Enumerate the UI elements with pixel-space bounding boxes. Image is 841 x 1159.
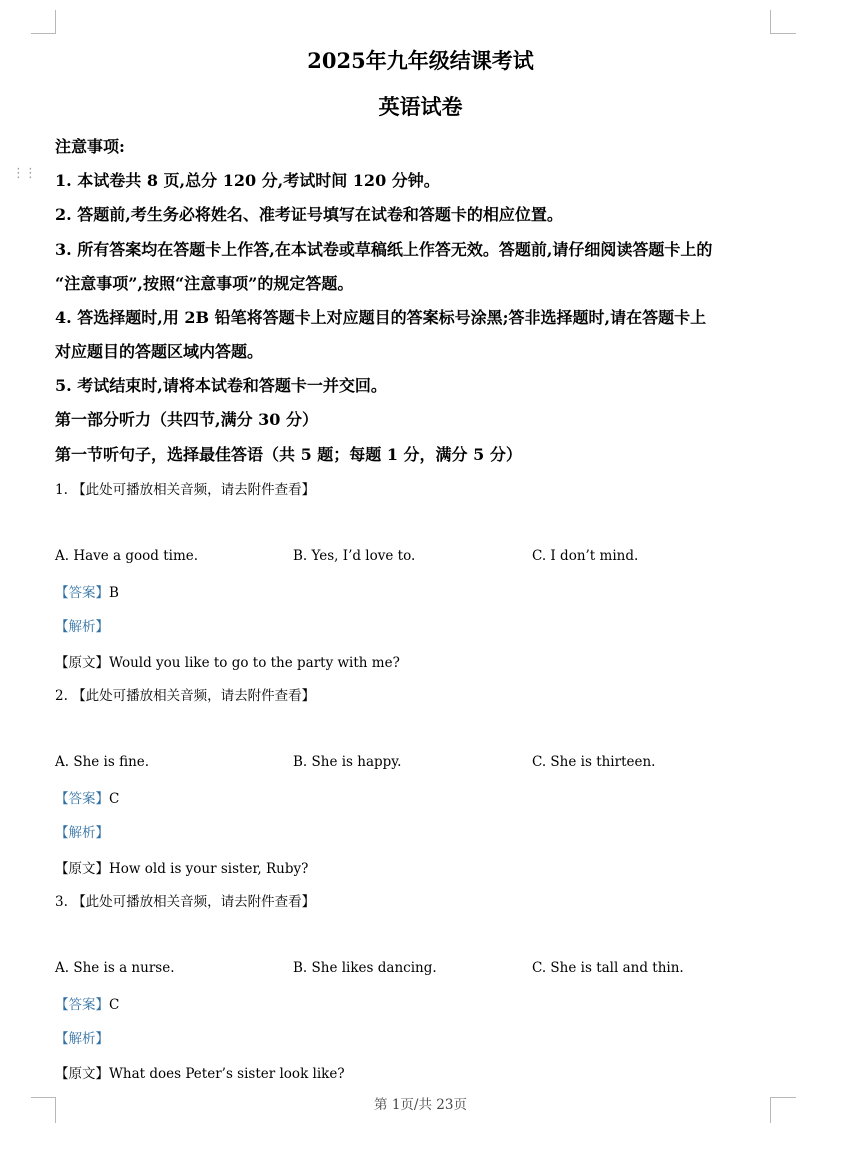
option-b: B. She likes dancing.	[293, 960, 437, 976]
question-prompt	[55, 890, 315, 910]
audio-placeholder[interactable]: 【此处可播放相关音频，请去附件查看】	[72, 894, 316, 910]
option-c: C. She is thirteen.	[532, 754, 656, 770]
question-prompt	[55, 478, 315, 498]
original-text: How old is your sister, Ruby?	[109, 861, 309, 877]
original-line	[55, 1062, 345, 1082]
original-tag: 【原文】	[55, 861, 109, 877]
part-heading: 第一部分听力（共四节,满分 30 分）	[55, 410, 318, 429]
notice-heading: 注意事项:	[55, 137, 125, 156]
original-tag: 【原文】	[55, 1066, 109, 1082]
crop-mark	[31, 33, 56, 34]
analysis-tag: 【解析】	[55, 619, 109, 635]
document-subtitle: 英语试卷	[378, 94, 463, 119]
question-number: 3.	[55, 894, 68, 910]
original-line	[55, 651, 400, 671]
option-c: C. She is tall and thin.	[532, 960, 684, 976]
option-c: C. I don’t mind.	[532, 548, 639, 564]
notice-item: 1. 本试卷共 8 页,总分 120 分,考试时间 120 分钟。	[55, 171, 440, 190]
original-line	[55, 857, 308, 877]
section-heading: 第一节听句子，选择最佳答语（共 5 题；每题 1 分，满分 5 分）	[55, 445, 522, 464]
question-number: 2.	[55, 688, 68, 704]
answer-line	[55, 993, 119, 1013]
option-a: A. Have a good time.	[55, 548, 199, 564]
answer-line	[55, 787, 119, 807]
crop-mark	[55, 10, 56, 34]
answer-value: C	[109, 997, 120, 1013]
answer-value: C	[109, 791, 120, 807]
document-title: 2025年九年级结课考试	[307, 48, 534, 73]
analysis-tag: 【解析】	[55, 825, 109, 841]
option-b: B. She is happy.	[293, 754, 402, 770]
analysis-line	[55, 821, 109, 841]
notice-item: 5. 考试结束时,请将本试卷和答题卡一并交回。	[55, 376, 387, 395]
analysis-line	[55, 1027, 109, 1047]
answer-tag: 【答案】	[55, 791, 109, 807]
crop-mark	[770, 33, 796, 34]
question-number: 1.	[55, 482, 68, 498]
audio-placeholder[interactable]: 【此处可播放相关音频，请去附件查看】	[72, 688, 316, 704]
analysis-tag: 【解析】	[55, 1031, 109, 1047]
option-a: A. She is fine.	[55, 754, 150, 770]
original-text: Would you like to go to the party with me?	[109, 655, 400, 671]
notice-item: 3. 所有答案均在答题卡上作答,在本试卷或草稿纸上作答无效。答题前,请仔细阅读答题卡上的	[55, 240, 713, 259]
page-footer: 第 1页/共 23页	[374, 1097, 467, 1113]
analysis-line	[55, 615, 109, 635]
notice-item: 4. 答选择题时,用 2B 铅笔将答题卡上对应题目的答案标号涂黑;答非选择题时,请在答题卡上	[55, 308, 707, 327]
audio-placeholder[interactable]: 【此处可播放相关音频，请去附件查看】	[72, 482, 316, 498]
answer-tag: 【答案】	[55, 997, 109, 1013]
question-prompt	[55, 684, 315, 704]
drag-handle-icon[interactable]: ⋮⋮	[12, 166, 36, 181]
answer-tag: 【答案】	[55, 585, 109, 601]
notice-item: “注意事项”,按照“注意事项”的规定答题。	[55, 274, 354, 293]
notice-item: 对应题目的答题区域内答题。	[55, 342, 264, 361]
answer-value: B	[109, 585, 119, 601]
option-a: A. She is a nurse.	[55, 960, 175, 976]
original-text: What does Peter’s sister look like?	[109, 1066, 345, 1082]
original-tag: 【原文】	[55, 655, 109, 671]
notice-item: 2. 答题前,考生务必将姓名、准考证号填写在试卷和答题卡的相应位置。	[55, 205, 563, 224]
crop-mark	[770, 10, 771, 34]
option-b: B. Yes, I’d love to.	[293, 548, 416, 564]
answer-line	[55, 581, 119, 601]
